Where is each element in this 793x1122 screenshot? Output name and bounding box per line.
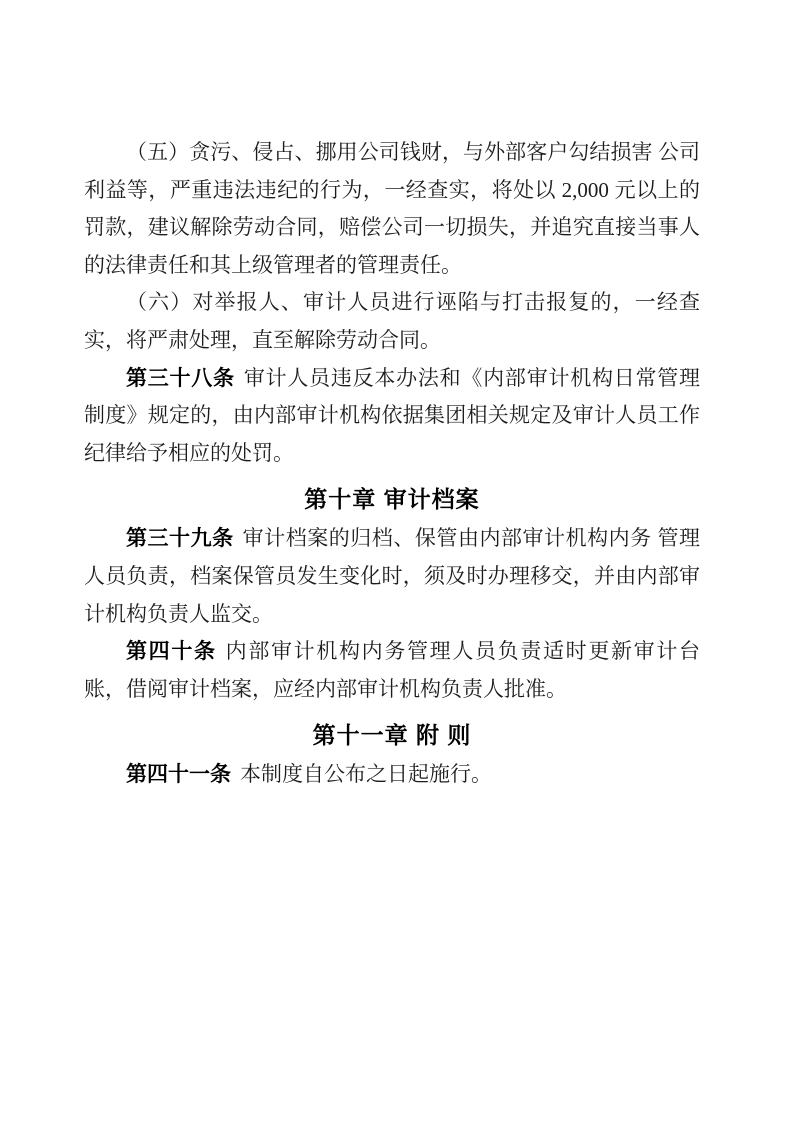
paragraph-text: 审计档案的归档、保管由内部审计机构内务 管理人员负责，档案保管员发生变化时，须及时办理移交，并由内部审计机构负责人监交。: [84, 526, 701, 626]
paragraph-text: 本制度自公布之日起施行。: [240, 762, 492, 787]
paragraph: [84, 284, 700, 359]
paragraph-text: 内部审计机构内务管理人员负责适时更新审计台账，借阅审计档案，应经内部审计机构负责人批准。: [84, 639, 701, 701]
chapter-heading: 第十章 审计档案: [304, 486, 480, 513]
article-number: 第三十九条: [126, 526, 234, 551]
article-number: 第四十条: [126, 639, 217, 664]
paragraph: [84, 520, 700, 633]
document-body: [84, 134, 700, 794]
chapter-heading: 第十一章 附 则: [312, 722, 472, 749]
paragraph-text: （六）对举报人、审计人员进行诬陷与打击报复的，一经查实，将严肃处理，直至解除劳动合同。: [84, 290, 700, 352]
article-number: 第四十一条: [126, 762, 231, 787]
article-number: 第三十八条: [126, 365, 235, 390]
paragraph: [84, 360, 700, 473]
paragraph: [84, 756, 700, 794]
paragraph: [84, 633, 700, 708]
paragraph: [84, 134, 700, 284]
paragraph-text: （五）贪污、侵占、挪用公司钱财，与外部客户勾结损害 公司利益等，严重违法违纪的行为，一经查实，将处以 2,000 元以上的罚款，建议解除劳动合同，赔偿公司一切损失，并追究直接当事人的法律责任和其上级管理者的管理责任。: [84, 140, 700, 277]
paragraph-text: 审计人员违反本办法和《内部审计机构日常管理制度》规定的，由内部审计机构依据集团相关规定及审计人员工作纪律给予相应的处罚。: [84, 365, 701, 465]
